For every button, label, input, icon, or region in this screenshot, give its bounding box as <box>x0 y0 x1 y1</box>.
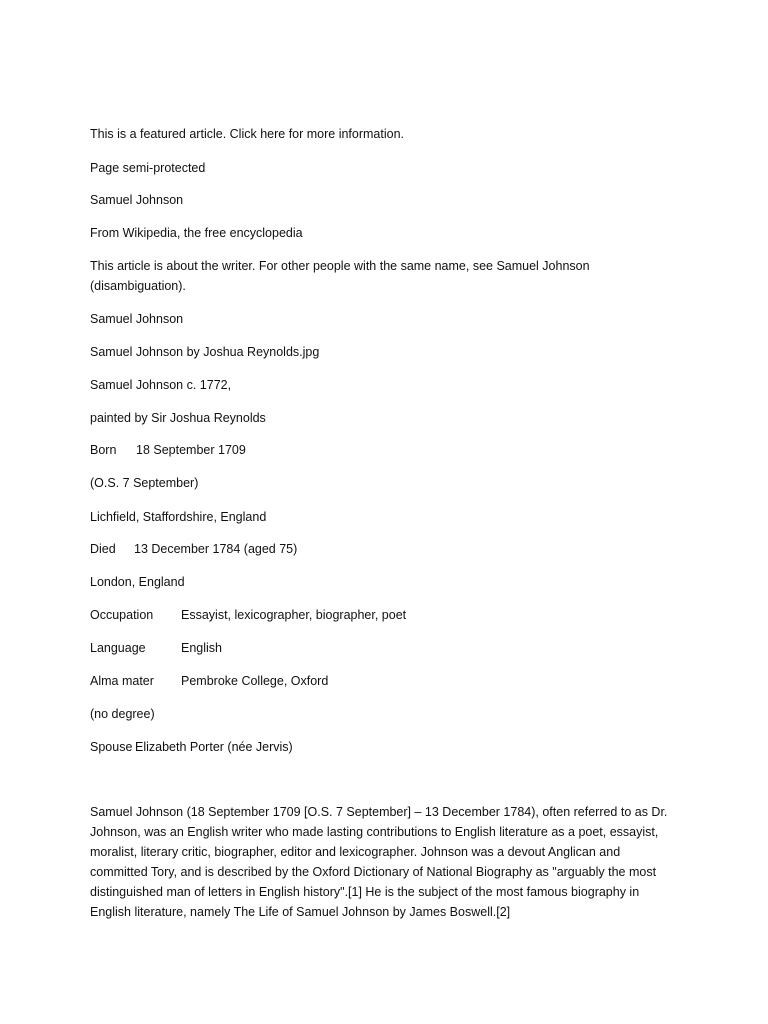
infobox-language-row <box>90 640 222 656</box>
infobox-spouse-row <box>90 739 293 755</box>
died-place: London, England <box>90 575 185 589</box>
page-title: Samuel Johnson <box>90 193 184 207</box>
spouse-label: Spouse <box>90 740 133 754</box>
born-value: 18 September 1709 <box>136 443 246 457</box>
born-os-date: (O.S. 7 September) <box>90 476 199 490</box>
born-place: Lichfield, Staffordshire, England <box>90 510 267 524</box>
protection-notice: Page semi-protected <box>90 161 206 175</box>
featured-article-notice[interactable]: This is a featured article. Click here for more information. <box>90 127 405 141</box>
alma-mater-note: (no degree) <box>90 707 155 721</box>
language-value: English <box>181 641 222 655</box>
occupation-label: Occupation <box>90 608 154 622</box>
alma-mater-value: Pembroke College, Oxford <box>181 674 329 688</box>
died-value: 13 December 1784 (aged 75) <box>134 542 298 556</box>
hatnote[interactable]: This article is about the writer. For other people with the same name, see Samuel Johnson (disambiguation). <box>90 259 590 293</box>
infobox-caption-line-1: Samuel Johnson c. 1772, <box>90 378 232 392</box>
spouse-value: Elizabeth Porter (née Jervis) <box>135 740 293 754</box>
infobox-died-row <box>90 541 297 557</box>
died-label: Died <box>90 542 116 556</box>
infobox-caption-line-2: painted by Sir Joshua Reynolds <box>90 411 266 425</box>
occupation-value: Essayist, lexicographer, biographer, poet <box>181 608 407 622</box>
tagline: From Wikipedia, the free encyclopedia <box>90 226 303 240</box>
infobox-name: Samuel Johnson <box>90 312 184 326</box>
born-label: Born <box>90 443 117 457</box>
infobox-occupation-row <box>90 607 406 623</box>
infobox-alma-mater-row <box>90 673 328 689</box>
language-label: Language <box>90 641 146 655</box>
infobox-image-file[interactable]: Samuel Johnson by Joshua Reynolds.jpg <box>90 345 320 359</box>
infobox-born-row <box>90 442 246 458</box>
alma-mater-label: Alma mater <box>90 674 154 688</box>
intro-paragraph: Samuel Johnson (18 September 1709 [O.S. 7 September] – 13 December 1784), often referred to as Dr. Johnson, was an English writer who made lasting contributions to English literature as a poet, essayist, moralist, literary critic, biographer, editor and lexicographer. Johnson was a devout Anglican and committed Tory, and is described by the Oxford Dictionary of National Biography as "arguably the most distinguished man of letters in English history".[1] He is the subject of the most famous biography in English literature, namely The Life of Samuel Johnson by James Boswell.[2] <box>90 805 668 919</box>
